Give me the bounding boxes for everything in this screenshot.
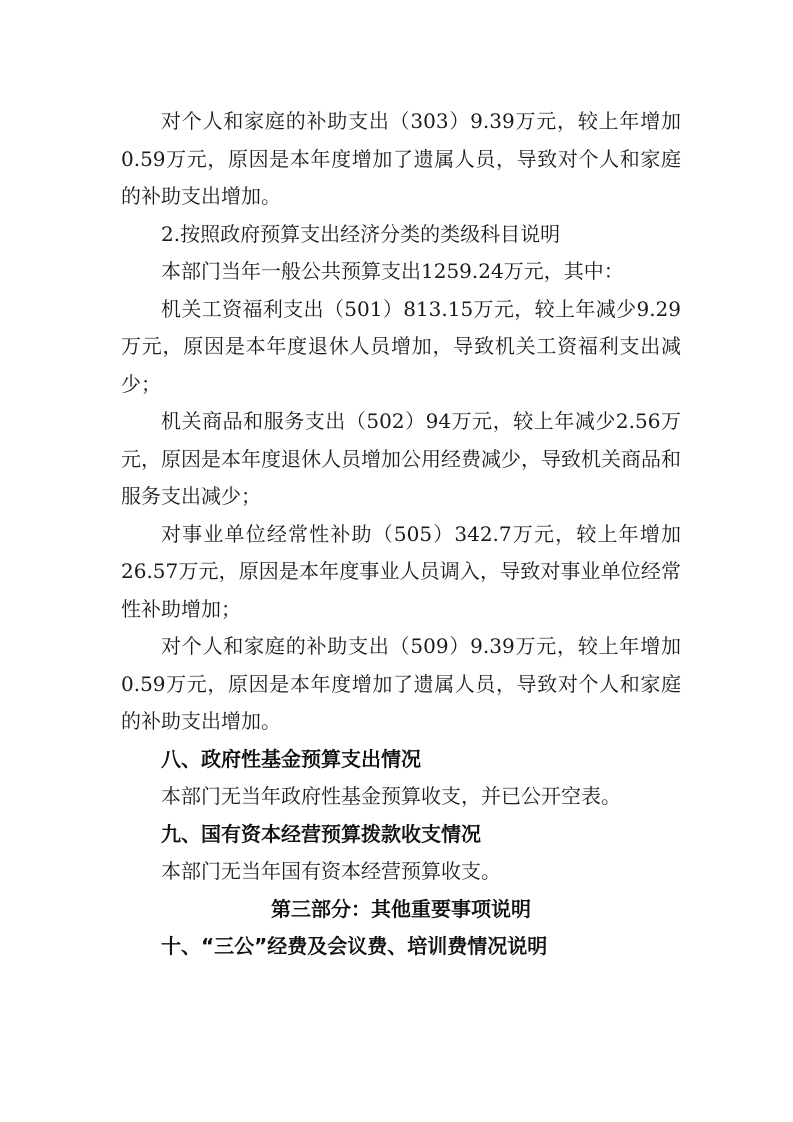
paragraph-family-subsidy-303: 对个人和家庭的补助支出（303）9.39万元，较上年增加0.59万元，原因是本年度增加了遗属人员，导致对个人和家庭的补助支出增加。 <box>121 109 681 208</box>
paragraph-family-subsidy-509: 对个人和家庭的补助支出（509）9.39万元，较上年增加0.59万元，原因是本年度增加了遗属人员，导致对个人和家庭的补助支出增加。 <box>121 634 681 733</box>
paragraph-no-state-capital: 本部门无当年国有资本经营预算收支。 <box>161 859 501 883</box>
paragraph-general-budget-total: 本部门当年一般公共预算支出1259.24万元，其中： <box>161 259 624 283</box>
paragraph-goods-services-502: 机关商品和服务支出（502）94万元，较上年减少2.56万元，原因是本年度退休人员增加公用经费减少，导致机关商品和服务支出减少； <box>121 409 681 508</box>
heading-government-fund-budget: 八、政府性基金预算支出情况 <box>161 746 421 771</box>
paragraph-economic-classification-title: 2.按照政府预算支出经济分类的类级科目说明 <box>161 221 561 246</box>
document-body <box>121 103 681 966</box>
heading-state-capital-budget: 九、国有资本经营预算拨款收支情况 <box>161 821 481 846</box>
section-title-part-three: 第三部分：其他重要事项说明 <box>271 896 531 921</box>
paragraph-no-government-fund: 本部门无当年政府性基金预算收支，并已公开空表。 <box>161 784 621 808</box>
paragraph-salary-welfare-501: 机关工资福利支出（501）813.15万元，较上年减少9.29万元，原因是本年度退休人员增加，导致机关工资福利支出减少； <box>121 296 681 396</box>
paragraph-institution-subsidy-505: 对事业单位经常性补助（505）342.7万元，较上年增加26.57万元，原因是本年度事业人员调入，导致对事业单位经常性补助增加； <box>121 521 681 621</box>
heading-three-public-expenses: 十、“三公”经费及会议费、培训费情况说明 <box>161 934 548 958</box>
